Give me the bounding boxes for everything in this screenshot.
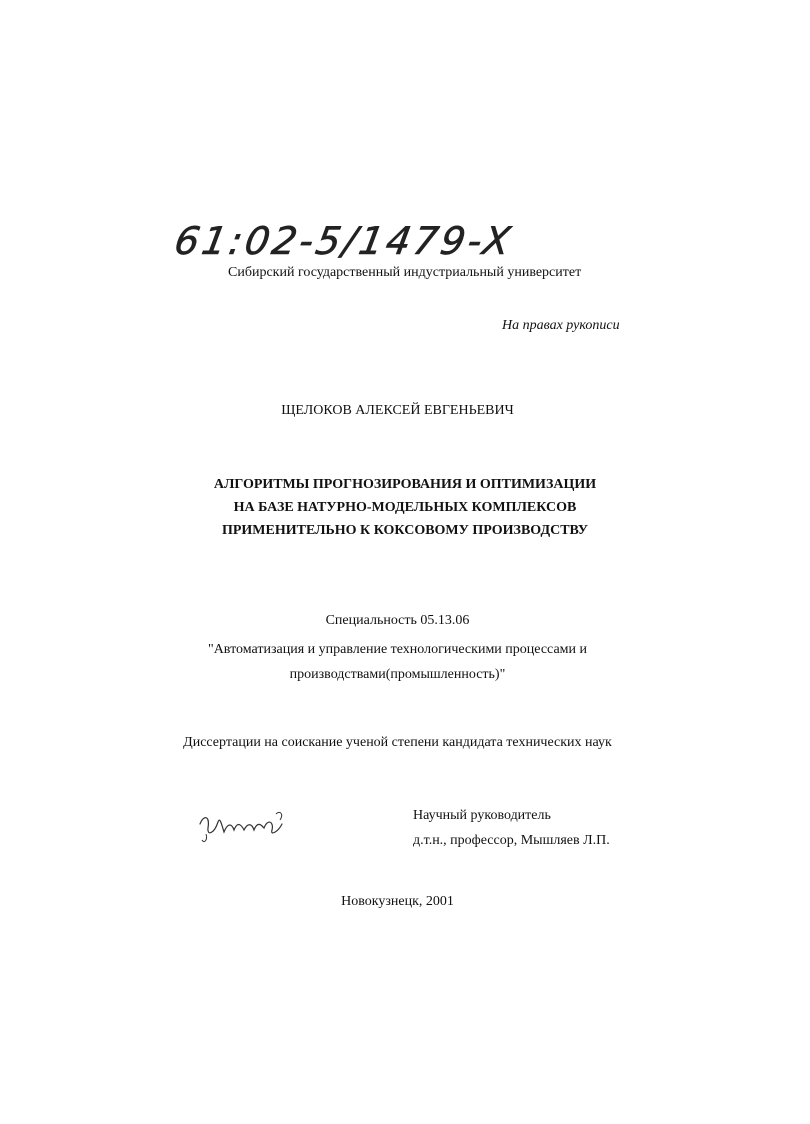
scientific-advisor [413, 803, 610, 853]
author-name: ЩЕЛОКОВ АЛЕКСЕЙ ЕВГЕНЬЕВИЧ [281, 403, 514, 418]
title-line: АЛГОРИТМЫ ПРОГНОЗИРОВАНИЯ И ОПТИМИЗАЦИИ [213, 477, 597, 492]
advisor-line: д.т.н., профессор, Мышляев Л.П. [413, 833, 610, 848]
title-line: ПРИМЕНИТЕЛЬНО К КОКСОВОМУ ПРОИЗВОДСТВУ [221, 523, 589, 538]
city-year: Новокузнецк, 2001 [341, 894, 454, 909]
handwritten-catalog-code [171, 214, 517, 270]
specialty-name [0, 637, 795, 687]
specialty-name-line: производствами(промышленность)" [289, 667, 506, 682]
specialty-code: Специальность 05.13.06 [325, 613, 470, 628]
specialty-name-line: "Автоматизация и управление технологическими процессами и [207, 642, 587, 657]
dissertation-title [0, 473, 810, 542]
catalog-code-text: 61:02-5/1479-X [171, 219, 517, 264]
title-line: НА БАЗЕ НАТУРНО-МОДЕЛЬНЫХ КОМПЛЕКСОВ [233, 500, 577, 515]
dissertation-note: Диссертации на соискание ученой степени кандидата технических наук [183, 735, 612, 750]
advisor-line: Научный руководитель [413, 808, 551, 823]
university-name: Сибирский государственный индустриальный университет [228, 265, 582, 280]
rights-note: На правах рукописи [502, 318, 620, 333]
handwritten-signature [196, 806, 288, 848]
